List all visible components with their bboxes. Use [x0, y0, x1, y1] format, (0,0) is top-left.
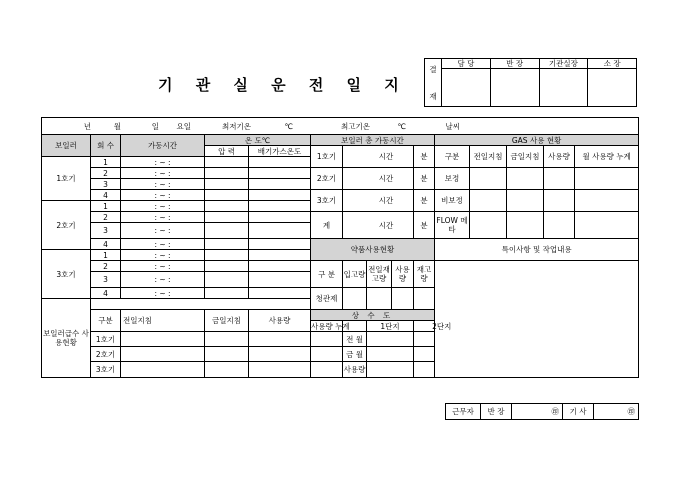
gas-col-header: 월 사용량 누계 — [575, 146, 639, 168]
chemical-usage-header: 약품사용현황 — [311, 239, 435, 261]
exhaust-cell[interactable] — [249, 212, 311, 223]
approval-sign-cell[interactable] — [442, 69, 491, 107]
feed-cell[interactable] — [311, 332, 343, 347]
count-cell: 2 — [91, 261, 121, 272]
count-cell: 2 — [91, 212, 121, 223]
pressure-cell[interactable] — [205, 201, 249, 212]
duty-label: 근무자 — [446, 404, 481, 420]
water-source-header: 상 수 도 — [311, 310, 435, 321]
gas-col-header: 전일지침 — [470, 146, 507, 168]
gas-cell[interactable] — [507, 168, 544, 190]
min-temp-label: 최저기온 — [222, 121, 251, 131]
year-label: 년 — [83, 121, 91, 131]
feed-cell[interactable] — [249, 332, 311, 347]
exhaust-temp-header: 배기가스온도 — [249, 146, 311, 157]
approval-header: 기관실장 — [539, 59, 588, 69]
approval-sign-cell[interactable] — [588, 69, 637, 107]
feed-cell[interactable] — [205, 332, 249, 347]
blank-spacer — [91, 299, 311, 310]
count-cell: 4 — [91, 239, 121, 250]
total-runtime-header: 보일러 총 가동시간 — [311, 135, 435, 146]
pressure-cell[interactable] — [205, 288, 249, 299]
feed-cell[interactable] — [121, 362, 205, 378]
feed-cell[interactable] — [121, 347, 205, 362]
feed-cell[interactable] — [121, 332, 205, 347]
feed-col-header: 사용량 누계 — [311, 321, 350, 331]
temp-header: 온 도℃ — [205, 135, 311, 146]
chemical-cell[interactable] — [392, 288, 414, 310]
month-label: 월 — [113, 121, 121, 131]
count-cell: 1 — [91, 157, 121, 168]
chemical-col-header: 입고량 — [343, 261, 367, 288]
count-cell: 1 — [91, 250, 121, 261]
pressure-cell[interactable] — [205, 261, 249, 272]
feed-cell[interactable] — [205, 347, 249, 362]
approval-side-label: 결 재 — [425, 59, 442, 107]
pressure-cell[interactable] — [205, 272, 249, 288]
chemical-cell[interactable] — [414, 288, 435, 310]
time-range-cell[interactable]: : ~ : — [121, 239, 205, 250]
water-cell[interactable] — [414, 362, 470, 378]
water-row-label: 사용량 — [343, 362, 367, 378]
pressure-cell[interactable] — [205, 212, 249, 223]
chemical-col-header: 구 분 — [311, 261, 343, 288]
chemical-col-header: 재고량 — [414, 261, 435, 288]
count-cell: 1 — [91, 201, 121, 212]
chemical-row-label: 청관제 — [311, 288, 343, 310]
feed-row-label: 1호기 — [91, 332, 121, 347]
engineer-label: 기 사 — [563, 404, 594, 420]
gas-row-label: 비보정 — [435, 190, 470, 212]
water-cell[interactable] — [414, 332, 470, 347]
gas-cell[interactable] — [544, 190, 575, 212]
chemical-cell[interactable] — [343, 288, 367, 310]
feed-cell[interactable] — [311, 347, 343, 362]
feed-cell[interactable] — [249, 362, 311, 378]
gas-cell[interactable] — [544, 212, 575, 239]
feed-cell[interactable] — [249, 347, 311, 362]
approval-sign-cell[interactable] — [490, 69, 539, 107]
boiler-unit-label: 3호기 — [42, 250, 91, 299]
time-range-cell[interactable]: : ~ : — [121, 179, 205, 190]
page-title: 기 관 실 운 전 일 지 — [158, 76, 408, 94]
gas-cell[interactable] — [575, 212, 639, 239]
feed-row-label: 3호기 — [91, 362, 121, 378]
runtime-row-label: 2호기 — [311, 168, 343, 190]
boiler-col-header: 보일러 — [42, 135, 91, 157]
water-row-label: 금 월 — [343, 347, 367, 362]
feed-row-label: 2호기 — [91, 347, 121, 362]
time-range-cell[interactable]: : ~ : — [121, 288, 205, 299]
time-range-cell[interactable]: : ~ : — [121, 250, 205, 261]
feed-col-header: 사용량 — [249, 310, 311, 332]
exhaust-cell[interactable] — [249, 157, 311, 168]
engineer-seal[interactable]: ㊞ — [594, 404, 639, 420]
runtime-row-label: 1호기 — [311, 146, 343, 168]
approval-header: 담 당 — [442, 59, 491, 69]
runtime-row-label: 3호기 — [311, 190, 343, 212]
pressure-cell[interactable] — [205, 179, 249, 190]
time-range-cell[interactable]: : ~ : — [121, 201, 205, 212]
gas-row-label: 보정 — [435, 168, 470, 190]
water-col-header: 1단지 — [367, 321, 414, 332]
celsius-unit: ℃ — [284, 121, 293, 131]
runtime-min-cell[interactable]: 분 — [414, 190, 435, 212]
chemical-cell[interactable] — [367, 288, 392, 310]
exhaust-cell[interactable] — [249, 201, 311, 212]
gas-cell[interactable] — [575, 190, 639, 212]
feed-cell[interactable] — [311, 362, 343, 378]
time-range-cell[interactable]: : ~ : — [121, 190, 205, 201]
water-row-label: 전 월 — [343, 332, 367, 347]
gas-col-header: 사용량 — [544, 146, 575, 168]
feed-col-header: 금일지침 — [205, 310, 249, 332]
runtime-hour-cell[interactable]: 시간 — [343, 190, 414, 212]
day-label: 일 — [151, 121, 159, 131]
time-range-cell[interactable]: : ~ : — [121, 223, 205, 239]
runtime-min-cell[interactable]: 분 — [414, 168, 435, 190]
time-range-cell[interactable]: : ~ : — [121, 168, 205, 179]
count-cell: 3 — [91, 223, 121, 239]
pressure-cell[interactable] — [205, 239, 249, 250]
water-col-header: 2단지 — [414, 321, 470, 332]
pressure-cell[interactable] — [205, 190, 249, 201]
approval-box — [424, 58, 637, 107]
gas-cell[interactable] — [470, 190, 507, 212]
date-weather-row[interactable] — [42, 118, 639, 135]
max-temp-label: 최고기온 — [341, 121, 370, 131]
count-cell: 3 — [91, 272, 121, 288]
gas-usage-header: GAS 사용 현황 — [435, 135, 639, 146]
count-cell: 2 — [91, 168, 121, 179]
exhaust-cell[interactable] — [249, 239, 311, 250]
pressure-cell[interactable] — [205, 223, 249, 239]
count-col-header: 회 수 — [91, 135, 121, 157]
approval-sign-cell[interactable] — [539, 69, 588, 107]
pressure-cell[interactable] — [205, 157, 249, 168]
water-cell[interactable] — [414, 347, 470, 362]
boiler-unit-label: 2호기 — [42, 201, 91, 250]
gas-col-header: 구분 — [435, 146, 470, 168]
chief-label: 반 장 — [481, 404, 512, 420]
exhaust-cell[interactable] — [249, 179, 311, 190]
water-cell[interactable] — [367, 332, 414, 347]
exhaust-cell[interactable] — [249, 223, 311, 239]
approval-header: 반 장 — [490, 59, 539, 69]
chemical-col-header: 사용량 — [392, 261, 414, 288]
feed-col-header: 구분 — [91, 310, 121, 332]
weekday-label: 요일 — [176, 121, 191, 131]
feed-cell[interactable] — [205, 362, 249, 378]
count-cell: 4 — [91, 288, 121, 299]
runtime-row-label: 계 — [311, 212, 343, 239]
runtime-min-cell[interactable]: 분 — [414, 146, 435, 168]
time-range-cell[interactable]: : ~ : — [121, 272, 205, 288]
feed-col-header: 전일지침 — [121, 310, 205, 332]
exhaust-cell[interactable] — [249, 168, 311, 179]
count-cell: 4 — [91, 190, 121, 201]
duty-row — [445, 403, 639, 420]
runtime-col-header: 가동시간 — [121, 135, 205, 157]
water-cell[interactable] — [367, 362, 414, 378]
gas-cell[interactable] — [507, 190, 544, 212]
pressure-cell[interactable] — [205, 250, 249, 261]
feed-water-label: 보일러급수 사용현황 — [42, 299, 91, 378]
weather-label: 날씨 — [445, 121, 460, 131]
pressure-cell[interactable] — [205, 168, 249, 179]
runtime-hour-cell[interactable]: 시간 — [343, 146, 414, 168]
chemical-col-header: 전일재고량 — [367, 261, 392, 288]
pressure-header: 압 력 — [205, 146, 249, 157]
gas-cell[interactable] — [507, 212, 544, 239]
special-notes-header: 특이사항 및 작업내용 — [435, 239, 639, 261]
exhaust-cell[interactable] — [249, 261, 311, 272]
exhaust-cell[interactable] — [249, 272, 311, 288]
water-cell[interactable] — [367, 347, 414, 362]
count-cell: 3 — [91, 179, 121, 190]
runtime-min-cell[interactable]: 분 — [414, 212, 435, 239]
gas-row-label: FLOW 메타 — [435, 212, 470, 239]
gas-cell[interactable] — [544, 168, 575, 190]
boiler-unit-label: 1호기 — [42, 157, 91, 201]
daily-log-table — [41, 117, 639, 378]
time-range-cell[interactable]: : ~ : — [121, 212, 205, 223]
celsius-unit: ℃ — [397, 121, 406, 131]
chief-seal[interactable]: ㊞ — [512, 404, 563, 420]
approval-header: 소 장 — [588, 59, 637, 69]
time-range-cell[interactable]: : ~ : — [121, 157, 205, 168]
exhaust-cell[interactable] — [249, 250, 311, 261]
exhaust-cell[interactable] — [249, 190, 311, 201]
runtime-hour-cell[interactable]: 시간 — [343, 212, 414, 239]
gas-cell[interactable] — [470, 212, 507, 239]
gas-cell[interactable] — [575, 168, 639, 190]
runtime-hour-cell[interactable]: 시간 — [343, 168, 414, 190]
gas-cell[interactable] — [470, 168, 507, 190]
exhaust-cell[interactable] — [249, 288, 311, 299]
gas-col-header: 금일지침 — [507, 146, 544, 168]
time-range-cell[interactable]: : ~ : — [121, 261, 205, 272]
